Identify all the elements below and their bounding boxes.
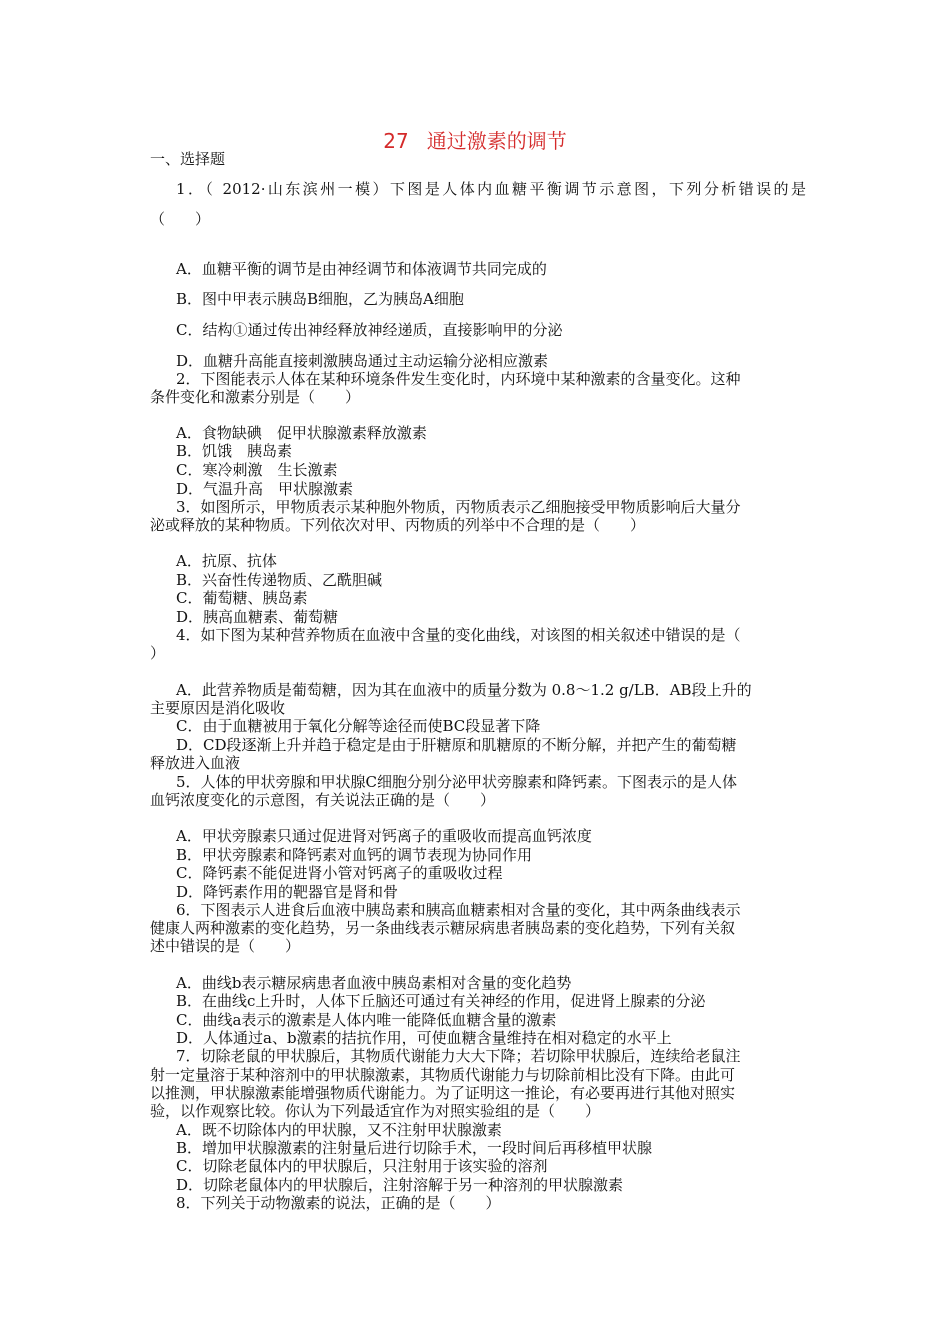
question-5-option-c: C．降钙素不能促进肾小管对钙离子的重吸收过程 [176,864,503,882]
question-3-option-a: A．抗原、抗体 [176,552,277,570]
question-3-line-1: 3．如图所示，甲物质表示某种胞外物质，丙物质表示乙细胞接受甲物质影响后大量分 [176,498,741,516]
question-7-line-3: 以推测，甲状腺激素能增强物质代谢能力。为了证明这一推论，有必要再进行其他对照实 [150,1084,736,1102]
question-6-option-a: A．曲线b表示糖尿病患者血液中胰岛素相对含量的变化趋势 [176,974,572,992]
question-5-option-a: A．甲状旁腺素只通过促进肾对钙离子的重吸收而提高血钙浓度 [176,827,592,845]
question-5-line-1: 5．人体的甲状旁腺和甲状腺C细胞分别分泌甲状旁腺素和降钙素。下图表示的是人体 [176,773,738,791]
question-3-option-b: B．兴奋性传递物质、乙酰胆碱 [176,571,383,589]
question-4-option-a [176,681,752,699]
question-1-option-a: A．血糖平衡的调节是由神经调节和体液调节共同完成的 [176,260,547,278]
question-4-option-a-cont: 主要原因是消化吸收 [150,699,286,717]
question-5-option-b: B．甲状旁腺素和降钙素对血钙的调节表现为协同作用 [176,846,533,864]
question-5-line-2: 血钙浓度变化的示意图，有关说法正确的是（ ） [150,791,496,809]
question-6-option-d: D．人体通过a、b激素的拮抗作用，可使血糖含量维持在相对稳定的水平上 [176,1029,672,1047]
section-heading: 一、选择题 [150,150,226,168]
question-2-option-a: A．食物缺碘 促甲状腺激素释放激素 [176,424,427,442]
question-2-line-1: 2．下图能表示人体在某种环境条件发生变化时，内环境中某种激素的含量变化。这种 [176,370,741,388]
question-7-option-c: C．切除老鼠体内的甲状腺后，只注射用于该实验的溶剂 [176,1157,548,1175]
question-7-option-a: A．既不切除体内的甲状腺，又不注射甲状腺激素 [176,1121,502,1139]
question-1-line-1: 1．（ 2012·山东滨州一模）下图是人体内血糖平衡调节示意图，下列分析错误的是 [176,180,806,198]
question-2-option-b: B．饥饿 胰岛素 [176,442,293,460]
question-1-option-d: D．血糖升高能直接刺激胰岛通过主动运输分泌相应激素 [176,352,549,370]
question-1-line-2: （ ） [150,210,211,228]
page-title [0,125,950,154]
question-7-line-4: 验，以作观察比较。你认为下列最适宜作为对照实验组的是（ ） [150,1102,601,1120]
question-7-line-1: 7．切除老鼠的甲状腺后，其物质代谢能力大大下降；若切除甲状腺后，连续给老鼠注 [176,1047,741,1065]
question-4-line-2: ） [150,644,166,662]
title-text: 通过激素的调节 [426,129,567,153]
question-6-line-1: 6．下图表示人进食后血液中胰岛素和胰高血糖素相对含量的变化，其中两条曲线表示 [176,901,741,919]
question-3-option-d: D．胰高血糖素、葡萄糖 [176,608,339,626]
question-4-option-d-cont: 释放进入血液 [150,754,241,772]
question-4-option-d: D．CD段逐渐上升并趋于稳定是由于肝糖原和肌糖原的不断分解，并把产生的葡萄糖 [176,736,737,754]
question-6-line-2: 健康人两种激素的变化趋势，另一条曲线表示糖尿病患者胰岛素的变化趋势，下列有关叙 [150,919,736,937]
question-1-option-b: B．图中甲表示胰岛B细胞，乙为胰岛A细胞 [176,290,464,308]
question-7-line-2: 射一定量溶于某种溶剂中的甲状腺激素，其物质代谢能力与切除前相比没有下降。由此可 [150,1066,736,1084]
question-2-option-d: D．气温升高 甲状腺激素 [176,480,354,498]
question-6-line-3: 述中错误的是（ ） [150,937,301,955]
question-4-line-1: 4．如下图为某种营养物质在血液中含量的变化曲线，对该图的相关叙述中错误的是（ [176,626,741,644]
question-7-option-d: D．切除老鼠体内的甲状腺后，注射溶解于另一种溶剂的甲状腺激素 [176,1176,624,1194]
question-2-option-c: C．寒冷刺激 生长激素 [176,461,338,479]
question-8-line-1: 8．下列关于动物激素的说法，正确的是（ ） [176,1194,501,1212]
question-6-option-b: B．在曲线c上升时，人体下丘脑还可通过有关神经的作用，促进肾上腺素的分泌 [176,992,706,1010]
title-number: 27 [383,129,409,153]
question-4-option-a-text: A．此营养物质是葡萄糖，因为其在血液中的质量分数为 0.8～1.2 g/LB．AB段上升的 [176,681,752,699]
question-4-option-c: C．由于血糖被用于氧化分解等途径而使BC段显著下降 [176,717,541,735]
question-3-option-c: C．葡萄糖、胰岛素 [176,589,308,607]
question-5-option-d: D．降钙素作用的靶器官是肾和骨 [176,883,399,901]
question-6-option-c: C．曲线a表示的激素是人体内唯一能降低血糖含量的激素 [176,1011,557,1029]
question-1-option-c: C．结构①通过传出神经释放神经递质，直接影响甲的分泌 [176,321,563,339]
question-3-line-2: 泌或释放的某种物质。下列依次对甲、丙物质的列举中不合理的是（ ） [150,516,646,534]
question-2-line-2: 条件变化和激素分别是（ ） [150,388,361,406]
question-7-option-b: B．增加甲状腺激素的注射量后进行切除手术，一段时间后再移植甲状腺 [176,1139,653,1157]
